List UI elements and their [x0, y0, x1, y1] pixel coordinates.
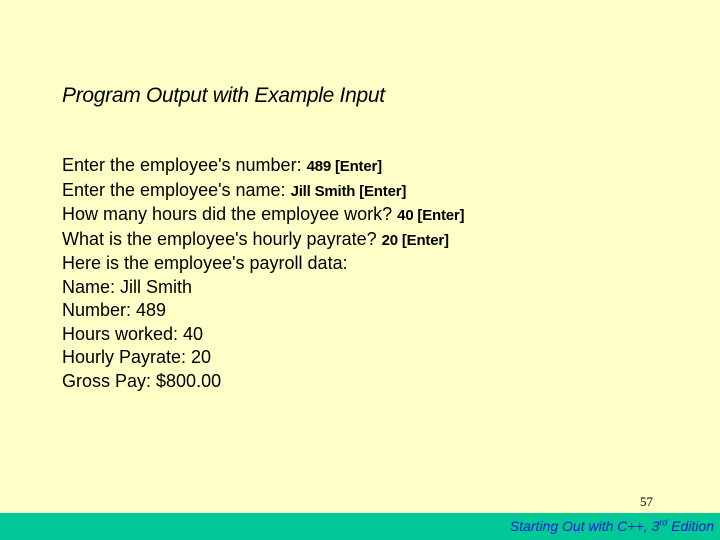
output-line	[62, 346, 464, 370]
output-line	[62, 154, 464, 179]
slide-title: Program Output with Example Input	[62, 84, 385, 107]
prompt-text: Enter the employee's number:	[62, 155, 307, 175]
program-output	[62, 154, 464, 393]
user-input: 40 [Enter]	[397, 207, 465, 224]
output-line	[62, 299, 464, 323]
output-text: Hourly Payrate: 20	[62, 347, 212, 367]
user-input: Jill Smith [Enter]	[290, 182, 407, 200]
user-input: 489 [Enter]	[306, 158, 382, 175]
footer-superscript: rd	[659, 517, 668, 528]
page-number: 57	[640, 494, 653, 509]
prompt-text: What is the employee's hourly payrate?	[62, 228, 382, 249]
footer-book-title	[510, 518, 714, 534]
output-line	[62, 228, 464, 253]
output-text: Number: 489	[62, 300, 167, 320]
output-line	[62, 323, 464, 347]
output-line	[62, 252, 464, 276]
footer-bar	[0, 513, 720, 540]
output-line	[62, 276, 464, 300]
footer-text-edition: Edition	[667, 518, 714, 534]
prompt-text: Enter the employee's name:	[62, 179, 291, 200]
output-text: Name: Jill Smith	[62, 276, 193, 297]
footer-text-main: Starting Out with C++, 3	[509, 518, 660, 534]
output-text: Here is the employee's payroll data:	[62, 253, 348, 273]
output-text: Hours worked: 40	[62, 323, 204, 344]
output-line	[62, 179, 464, 204]
output-line	[62, 203, 464, 228]
prompt-text: How many hours did the employee work?	[62, 204, 398, 224]
output-line	[62, 370, 464, 394]
user-input: 20 [Enter]	[381, 231, 449, 249]
output-text: Gross Pay: $800.00	[62, 370, 222, 391]
